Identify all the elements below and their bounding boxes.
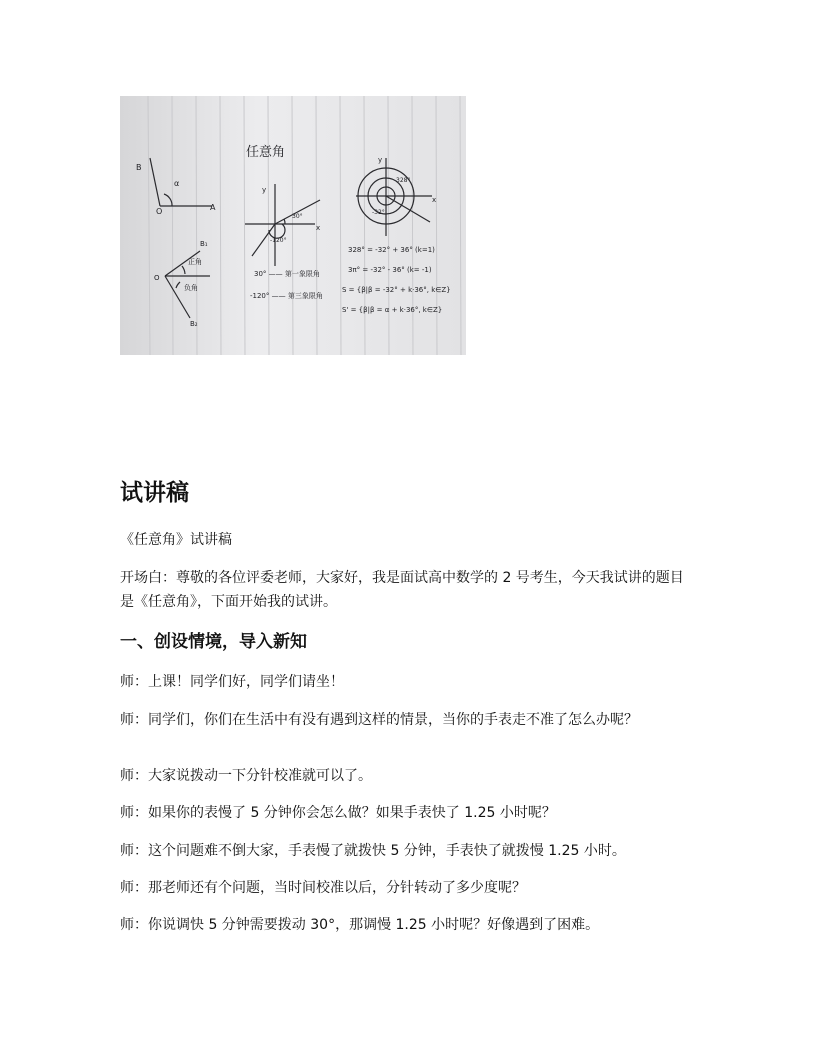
photo-label-b1: B₁ <box>200 240 208 248</box>
notes-drawing <box>120 96 466 355</box>
photo-label-positive-angle: 正角 <box>188 258 202 266</box>
photo-middle-note-2: -120° —— 第三象限角 <box>250 292 323 300</box>
photo-right-y: y <box>378 156 383 164</box>
photo-right-328: 328° <box>396 177 411 184</box>
photo-heading: 任意角 <box>246 145 286 160</box>
document-title: 试讲稿 <box>120 480 189 506</box>
dialogue-line-7: 师：你说调快 5 分钟需要拨动 30°，那调慢 1.25 小时呢？好像遇到了困难。 <box>120 917 600 933</box>
document-subtitle: 《任意角》试讲稿 <box>120 532 232 548</box>
photo-middle-30: 30° <box>292 213 303 220</box>
photo-label-o2: O <box>154 274 160 282</box>
dialogue-line-4: 师：如果你的表慢了 5 分钟你会怎么做？如果手表快了 1.25 小时呢？ <box>120 805 556 821</box>
photo-middle-y: y <box>262 186 267 194</box>
handwritten-notes-photo <box>120 96 466 355</box>
photo-label-b: B <box>136 163 142 172</box>
dialogue-line-6: 师：那老师还有个问题，当时间校准以后，分针转动了多少度呢？ <box>120 880 526 896</box>
dialogue-line-1: 师：上课！同学们好，同学们请坐！ <box>120 674 344 690</box>
dialogue-line-3: 师：大家说拨动一下分针校准就可以了。 <box>120 768 372 784</box>
photo-right-minus32: -32° <box>372 209 385 216</box>
photo-label-b2: B₂ <box>190 320 198 328</box>
photo-label-a: A <box>210 203 216 212</box>
photo-label-negative-angle: 负角 <box>184 284 198 292</box>
section-1-title: 一、创设情境，导入新知 <box>120 632 307 652</box>
photo-middle-x: x <box>316 224 321 232</box>
photo-middle-minus120: -120° <box>270 237 287 244</box>
photo-formula-2: 3π° = -32° - 36° (k= -1) <box>348 266 432 274</box>
photo-middle-note-1: 30° —— 第一象限角 <box>254 270 320 278</box>
photo-label-alpha: α <box>174 179 180 188</box>
dialogue-line-2: 师：同学们，你们在生活中有没有遇到这样的情景，当你的手表走不准了怎么办呢？ <box>120 712 638 728</box>
dialogue-line-5: 师：这个问题难不倒大家，手表慢了就拨快 5 分钟，手表快了就拨慢 1.25 小时。 <box>120 843 626 859</box>
photo-formula-3: S = {β|β = -32° + k·36°, k∈Z} <box>342 286 451 294</box>
photo-formula-4: S' = {β|β = α + k·36°, k∈Z} <box>342 306 443 314</box>
photo-formula-1: 328° = -32° + 36° (k=1) <box>348 246 435 254</box>
photo-label-o: O <box>156 207 163 216</box>
opening-paragraph: 开场白：尊敬的各位评委老师，大家好，我是面试高中数学的 2 号考生，今天我试讲的题目是《任意角》，下面开始我的试讲。 <box>120 570 684 610</box>
photo-right-x: x <box>432 196 437 204</box>
